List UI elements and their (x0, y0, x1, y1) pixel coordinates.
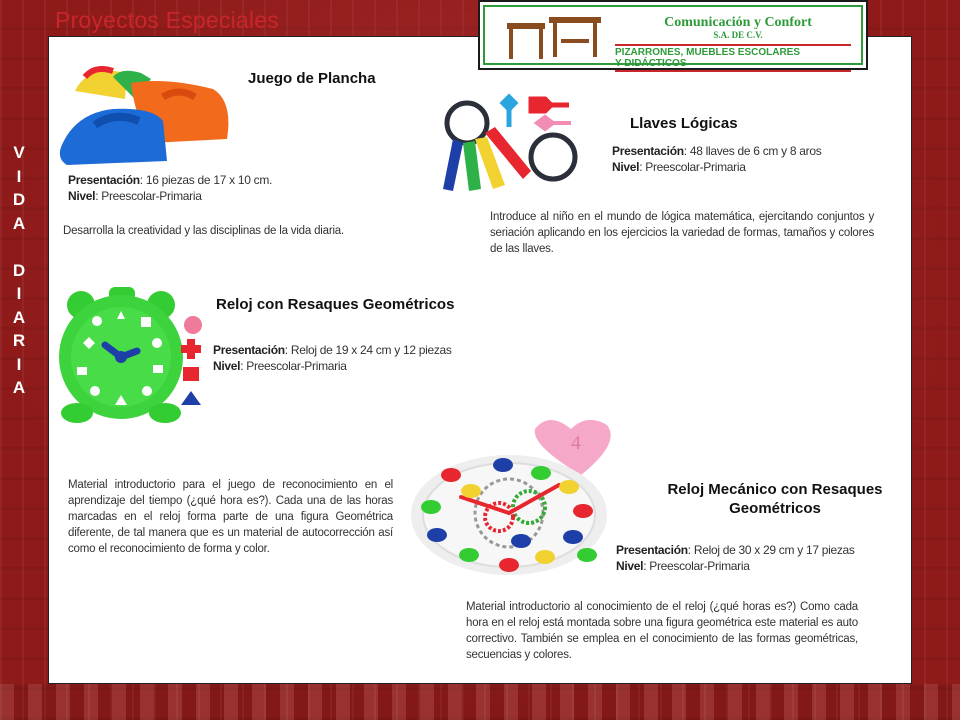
mechanical-clock-toy-image (411, 415, 621, 587)
product-title-reloj-resaques: Reloj con Resaques Geométricos (216, 296, 455, 313)
side-letter: I (16, 166, 22, 186)
side-letter: A (12, 378, 26, 397)
product-description-reloj-mecanico: Material introductorio al conocimiento de el reloj (¿qué horas es?) Como cada hora en el reloj está montada sobre una figura geométrica este material es auto correctivo. También se emplea en el conocimiento de las formas geométricas, secuencias y colores. (466, 601, 858, 661)
product-title-juego-plancha: Juego de Plancha (248, 70, 376, 87)
level-value: : Preescolar-Primaria (95, 189, 202, 203)
level-label: Nivel (213, 359, 241, 373)
product-title-line: Geométricos (729, 500, 821, 517)
logo-company-sub: S.A. DE C.V. (713, 30, 763, 40)
presentation-label: Presentación (68, 173, 140, 187)
side-letter: D (12, 190, 26, 209)
product-specs-reloj-resaques (213, 342, 473, 374)
presentation-label: Presentación (616, 543, 688, 557)
side-letter: V (13, 143, 25, 162)
side-letter: A (12, 307, 26, 327)
product-title-llaves-logicas: Llaves Lógicas (630, 115, 738, 132)
level-value: : Preescolar-Primaria (240, 359, 347, 373)
logo-tagline (615, 44, 851, 72)
content-panel (48, 36, 912, 684)
side-letter: I (16, 354, 22, 374)
presentation-value: : Reloj de 30 x 29 cm y 17 piezas (687, 543, 855, 557)
presentation-value: : 48 llaves de 6 cm y 8 aros (683, 144, 822, 158)
logo-tagline-line: PIZARRONES, MUEBLES ESCOLARES (615, 47, 801, 58)
product-description-reloj-resaques: Material introductorio para el juego de reconocimiento en el aprendizaje del tiempo (¿qué hora es?). Cada una de las horas marcadas en el reloj forma parte de una figura Geométrica diferente, de tal manera que es un material de autocorrección así como el reconocimiento de forma y color. (68, 479, 393, 555)
level-value: : Preescolar-Primaria (639, 160, 746, 174)
presentation-label: Presentación (612, 144, 684, 158)
level-value: : Preescolar-Primaria (643, 559, 750, 573)
presentation-label: Presentación (213, 343, 285, 357)
page-title: Proyectos Especiales (55, 7, 279, 33)
side-letter: A (12, 213, 26, 233)
product-specs-juego-plancha (68, 172, 348, 204)
company-logo (478, 0, 868, 70)
logo-company-name: Comunicación y Confort (664, 15, 812, 30)
product-title-line: Reloj Mecánico con Resaques (667, 481, 883, 498)
product-title-reloj-mecanico (655, 480, 895, 518)
side-letter: I (16, 284, 22, 303)
product-specs-llaves-logicas (612, 143, 872, 175)
level-label: Nivel (68, 189, 96, 203)
level-label: Nivel (616, 559, 644, 573)
keys-toy-image (435, 93, 583, 195)
level-label: Nivel (612, 160, 640, 174)
logo-frame (483, 5, 863, 69)
product-description-juego-plancha: Desarrolla la creatividad y las disciplinas de la vida diaria. (63, 225, 344, 237)
heart-number: 4 (571, 432, 581, 454)
side-letter: R (12, 331, 26, 350)
product-specs-reloj-mecanico (616, 542, 886, 574)
school-furniture-icon (505, 13, 605, 61)
product-description-llaves-logicas: Introduce al niño en el mundo de lógica matemática, ejercitando conjuntos y seriación aplicando en los ejercicios la variedad de formas, tamaños y colores de las llaves. (490, 211, 874, 255)
logo-tagline-line: Y DIDÁCTICOS (615, 58, 687, 69)
iron-toy-image (55, 51, 233, 169)
presentation-value: : 16 piezas de 17 x 10 cm. (139, 173, 273, 187)
shape-clock-toy-image (53, 287, 213, 427)
presentation-value: : Reloj de 19 x 24 cm y 12 piezas (284, 343, 452, 357)
background-band (0, 684, 960, 720)
vertical-word-vida-diaria (8, 141, 30, 400)
side-letter: D (12, 260, 26, 280)
